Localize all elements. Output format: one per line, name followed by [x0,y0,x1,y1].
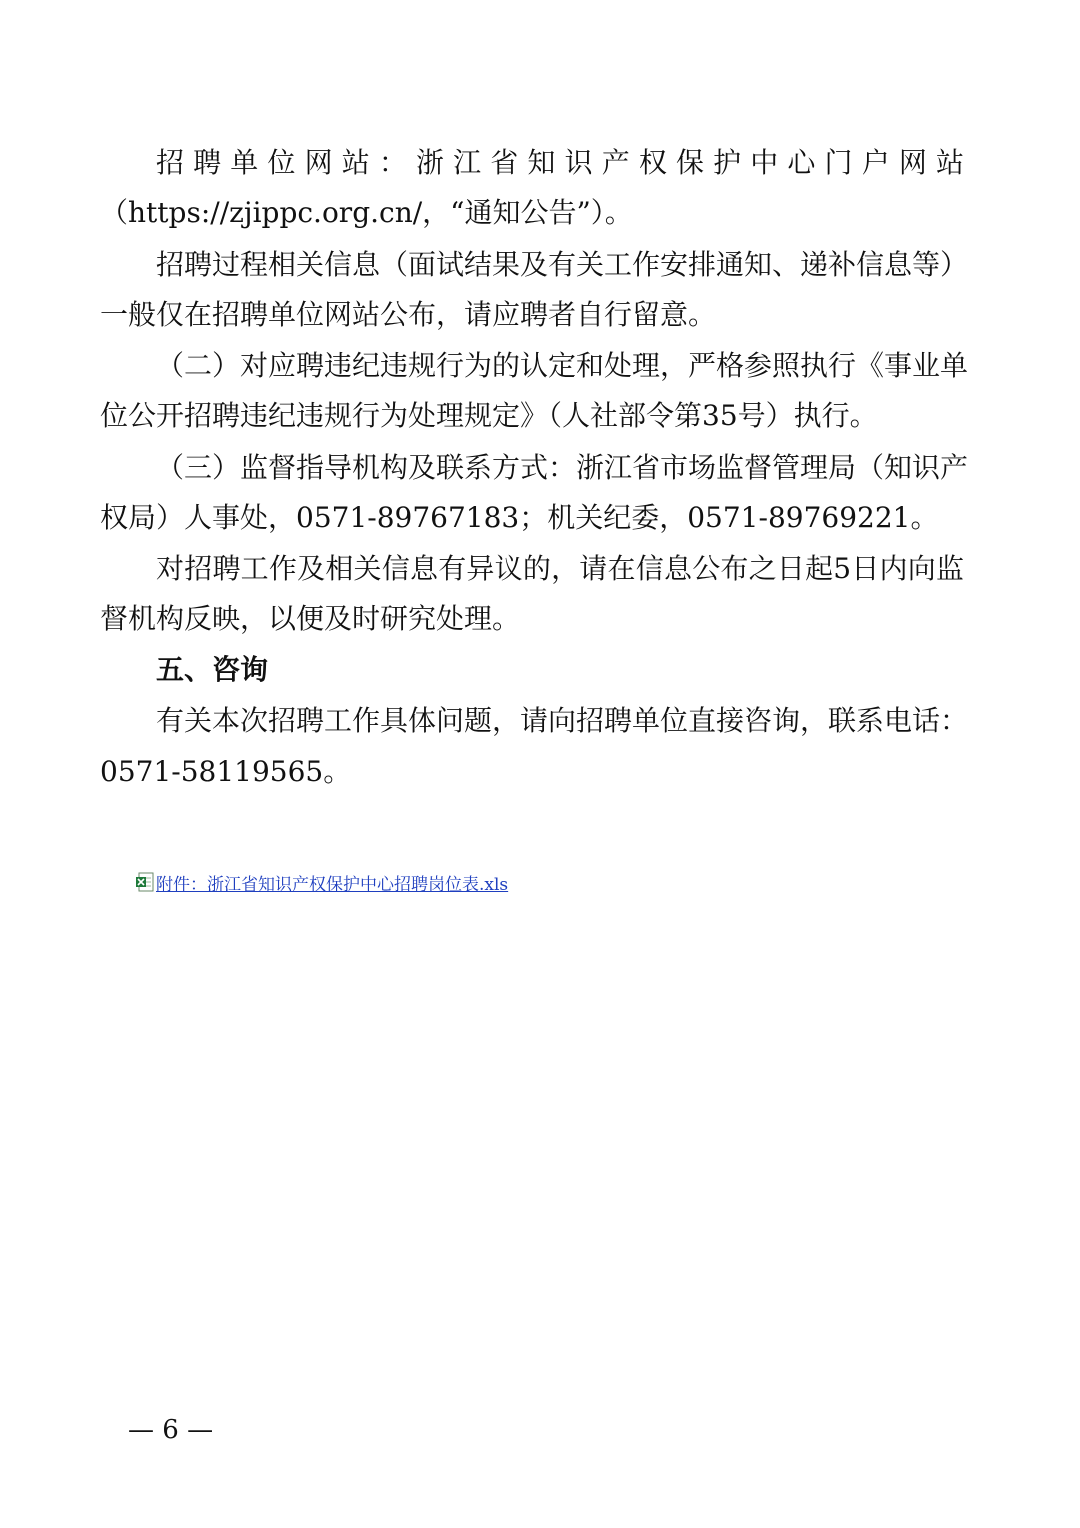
paragraph-consult-line-2: 0571-58119565。 [100,755,352,788]
page-number: — 6 — [128,1415,214,1445]
paragraph-violation-line-1: （二）对应聘违纪违规行为的认定和处理，严格参照执行《事业单 [156,349,969,382]
section-heading-consult: 五、咨询 [156,653,269,686]
paragraph-supervision-line-1: （三）监督指导机构及联系方式：浙江省市场监督管理局（知识产 [156,451,969,484]
paragraph-website-line-2: （https://zjippc.org.cn/，“通知公告”）。 [100,196,633,229]
attachment-link[interactable]: 附件：浙江省知识产权保护中心招聘岗位表.xls [156,874,509,895]
paragraph-objection-line-1: 对招聘工作及相关信息有异议的，请在信息公布之日起5日内向监 [156,552,964,585]
paragraph-website-line-1: 招聘单位网站：浙江省知识产权保护中心门户网站 [156,146,964,179]
paragraph-consult-line-1: 有关本次招聘工作具体问题，请向招聘单位直接咨询，联系电话： [156,704,969,737]
paragraph-info-line-1: 招聘过程相关信息（面试结果及有关工作安排通知、递补信息等） [156,248,969,281]
paragraph-violation-line-2: 位公开招聘违纪违规行为处理规定》（人社部令第35号）执行。 [100,399,878,432]
paragraph-objection-line-2: 督机构反映，以便及时研究处理。 [100,602,521,635]
attachment-link-row[interactable] [136,869,508,895]
paragraph-info-line-2: 一般仅在招聘单位网站公布，请应聘者自行留意。 [100,298,717,331]
excel-file-icon[interactable] [136,872,154,892]
paragraph-supervision-line-2: 权局）人事处，0571-89767183；机关纪委，0571-89769221。 [100,501,939,534]
